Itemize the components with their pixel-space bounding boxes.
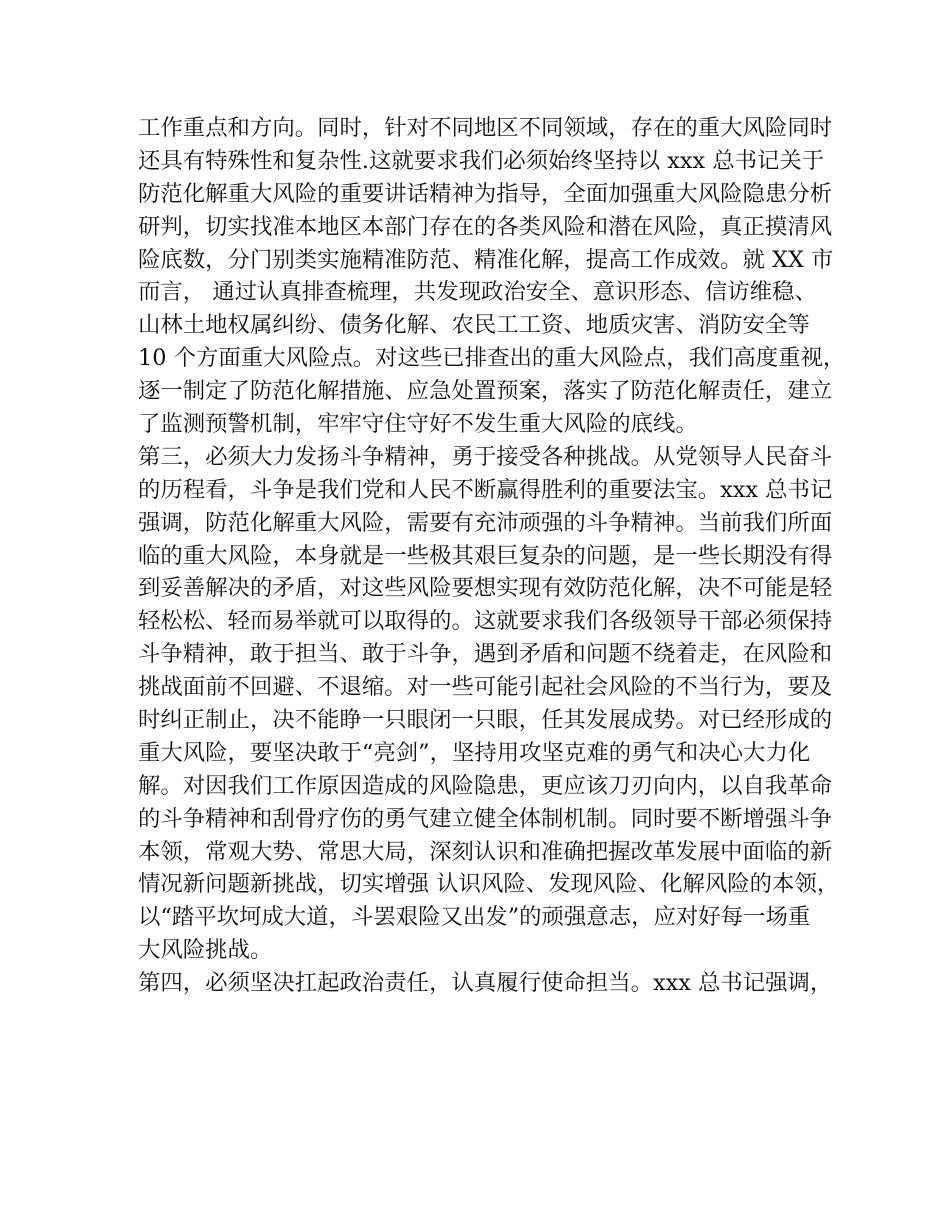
text-line: 的历程看，斗争是我们党和人民不断赢得胜利的重要法宝。xxx 总书记 (138, 476, 833, 503)
text-line: 险底数，分门别类实施精准防范、精准化解，提高工作成效。就 XX 市 (138, 246, 834, 273)
text-line: 防范化解重大风险的重要讲话精神为指导，全面加强重大风险隐患分析 (138, 180, 833, 207)
text-line: 的斗争精神和刮骨疗伤的勇气建立健全体制机制。同时要不断增强斗争 (138, 805, 833, 832)
text-line: 工作重点和方向。同时，针对不同地区不同领域，存在的重大风险同时 (138, 115, 833, 141)
text-line: 逐一制定了防范化解措施、应急处置预案，落实了防范化解责任，建立 (138, 378, 833, 405)
body-text (138, 112, 846, 1000)
text-line: 第四，必须坚决扛起政治责任，认真履行使命担当。xxx 总书记强调， (138, 970, 833, 997)
text-line: 10 个方面重大风险点。对这些已排查出的重大风险点，我们高度重视， (138, 345, 846, 372)
text-line: 而言， 通过认真排查梳理，共发现政治安全、意识形态、信访维稳、 (138, 279, 817, 306)
text-line: 强调，防范化解重大风险，需要有充沛顽强的斗争精神。当前我们所面 (138, 509, 833, 536)
text-line: 到妥善解决的矛盾，对这些风险要想实现有效防范化解，决不可能是轻 (138, 575, 833, 602)
text-line: 山林土地权属纠纷、债务化解、农民工工资、地质灾害、消防安全等 (138, 312, 810, 339)
text-line: 轻松松、轻而易举就可以取得的。这就要求我们各级领导干部必须保持 (138, 608, 833, 635)
text-line: 斗争精神，敢于担当、敢于斗争，遇到矛盾和问题不绕着走，在风险和 (138, 641, 833, 668)
text-line: 时纠正制止，决不能睁一只眼闭一只眼，任其发展成势。对已经形成的 (138, 707, 833, 734)
text-line: 以“踏平坎坷成大道，斗罢艰险又出发”的顽强意志，应对好每一场重 (138, 904, 811, 931)
text-line: 本领，常观大势、常思大局，深刻认识和准确把握改革发展中面临的新 (138, 838, 833, 865)
text-line: 情况新问题新挑战，切实增强 认识风险、发现风险、化解风险的本领， (138, 871, 840, 898)
text-line: 研判，切实找准本地区本部门存在的各类风险和潜在风险，真正摸清风 (138, 213, 833, 240)
text-line: 还具有特殊性和复杂性.这就要求我们必须始终坚持以 xxx 总书记关于 (138, 147, 825, 174)
text-line: 解。对因我们工作原因造成的风险隐患，更应该刀刃向内，以自我革命 (138, 772, 833, 799)
text-line: 大风险挑战。 (138, 937, 273, 964)
text-line: 挑战面前不回避、不退缩。对一些可能引起社会风险的不当行为，要及 (138, 674, 833, 701)
text-line: 重大风险，要坚决敢于“亮剑”，坚持用攻坚克难的勇气和决心大力化 (138, 739, 811, 766)
text-line: 第三，必须大力发扬斗争精神，勇于接受各种挑战。从党领导人民奋斗 (138, 443, 833, 470)
text-line: 临的重大风险，本身就是一些极其艰巨复杂的问题，是一些长期没有得 (138, 542, 833, 569)
text-line: 了监测预警机制，牢牢守住守好不发生重大风险的底线。 (138, 411, 698, 438)
